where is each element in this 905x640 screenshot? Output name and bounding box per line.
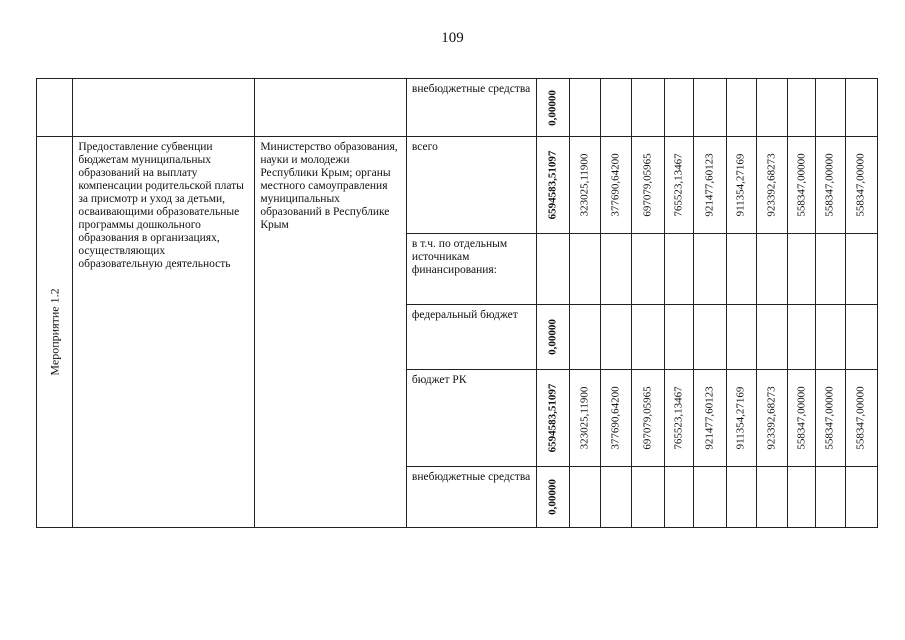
source-cell	[406, 305, 536, 370]
year-value: 921477,60123	[703, 386, 716, 450]
table-row	[37, 79, 878, 137]
source-label: в т.ч. по отдельным источникам финансирования:	[411, 238, 508, 276]
empty-cell	[255, 79, 407, 137]
year-value: 923392,68273	[765, 386, 778, 450]
total-cell	[537, 305, 569, 370]
source-label: бюджет РК	[411, 374, 467, 386]
empty-cell	[73, 79, 255, 137]
year-value: 697079,05965	[641, 153, 654, 217]
total-value: 0,00000	[546, 89, 559, 126]
measure-code: Мероприятие 1.2	[47, 288, 62, 376]
year-value: 923392,68273	[765, 153, 778, 217]
table-row	[37, 137, 878, 234]
source-label: всего	[411, 141, 438, 153]
year-value: 765523,13467	[672, 386, 685, 450]
page-number: 109	[441, 30, 464, 46]
measure-executor: Министерство образования, науки и молодежи Республики Крым; органы местного самоуправления муниципальных образований в Республике Крым	[260, 141, 398, 231]
year-value: 697079,05965	[641, 386, 654, 450]
source-cell	[406, 137, 536, 234]
total-cell	[537, 467, 569, 528]
measure-code-cell	[37, 137, 73, 528]
year-value: 323025,11900	[578, 386, 591, 450]
measure-executor-cell	[255, 137, 407, 528]
year-value: 558347,00000	[854, 153, 867, 217]
total-cell	[537, 370, 569, 467]
year-value: 921477,60123	[703, 153, 716, 217]
total-value: 0,00000	[546, 319, 559, 355]
measure-description: Предоставление субвенции бюджетам муниципальных образований на выплату компенсации родительской платы за присмотр и уход за детьми, осваивающими образовательные программы дошкольного образования в организациях, осуществляющих образовательную деятельность	[78, 141, 244, 270]
year-value: 558347,00000	[823, 153, 836, 217]
source-cell	[406, 467, 536, 528]
empty-cell	[37, 79, 73, 137]
year-value: 911354,27169	[734, 386, 747, 450]
total-cell	[537, 137, 569, 234]
source-label: федеральный бюджет	[411, 309, 518, 321]
source-cell	[406, 370, 536, 467]
year-value: 377690,64200	[609, 153, 622, 217]
year-value: 765523,13467	[672, 153, 685, 217]
total-cell	[537, 79, 569, 137]
year-value: 558347,00000	[823, 386, 836, 450]
year-value: 911354,27169	[734, 153, 747, 217]
total-value: 0,00000	[546, 479, 559, 515]
source-label: внебюджетные средства	[411, 83, 531, 95]
year-value: 558347,00000	[795, 386, 808, 450]
financing-table	[36, 78, 878, 528]
source-label: внебюджетные средства	[411, 471, 531, 483]
total-value: 6594583,51097	[546, 383, 559, 453]
year-value: 323025,11900	[578, 153, 591, 217]
total-value: 6594583,51097	[546, 150, 559, 220]
year-value: 558347,00000	[795, 153, 808, 217]
year-value: 558347,00000	[854, 386, 867, 450]
measure-description-cell	[73, 137, 255, 528]
source-cell	[406, 79, 536, 137]
year-value: 377690,64200	[609, 386, 622, 450]
source-cell	[406, 234, 536, 305]
